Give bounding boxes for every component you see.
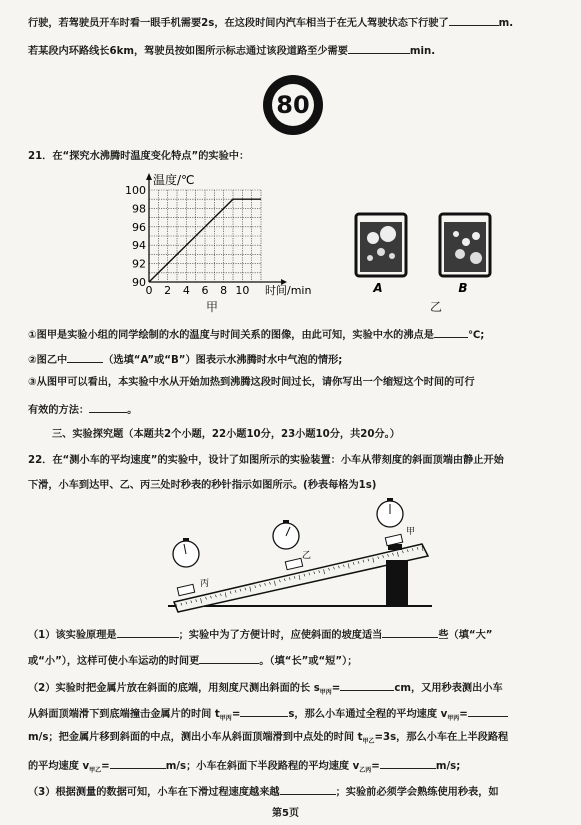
q21-item1: [28, 326, 484, 343]
text-segment: （2）实验时把金属片放在斜面的底端，用刻度尺测出斜面的长 s: [28, 683, 320, 694]
section-3-heading: 三、实验探究题（本题共2个小题，22小题10分，23小题10分，共20分。）: [52, 429, 400, 440]
text-segment: m/s；把金属片移到斜面的中点，测出小车从斜面顶端滑到中点处的时间 t: [28, 732, 363, 743]
y-axis-arrow: [146, 173, 152, 180]
q21-item2: [28, 351, 342, 368]
text-segment: 或“小”），这样可使小车运动的时间更: [28, 656, 200, 667]
text-line-1: [28, 14, 513, 31]
text-segment: m/s；小车在斜面下半段路程的平均速度 v: [165, 761, 360, 772]
subscript: 甲丙: [447, 715, 460, 723]
q21-item3: ③从图甲可以看出，本实验中水从开始加热到沸腾这段时间过长，请你写出一个缩短这个时间的可行: [28, 377, 475, 388]
y-tick-label: 96: [132, 220, 146, 234]
subscript: 甲丙: [219, 715, 232, 723]
subscript: 甲丙: [319, 689, 332, 697]
q22-part1-line1: [28, 626, 492, 643]
text-segment: m/s;: [435, 761, 461, 772]
answer-blank[interactable]: [382, 626, 438, 638]
text-segment: 。: [127, 405, 138, 416]
subscript: 甲乙: [89, 767, 102, 775]
y-tick-label: 92: [132, 257, 146, 271]
speed-limit-sign: [263, 75, 323, 135]
beaker-b: [440, 214, 490, 276]
figure-label-yi: 乙: [430, 300, 443, 314]
text-segment: 些（填“大”: [438, 630, 493, 641]
answer-blank[interactable]: [348, 42, 410, 54]
label-bing: 丙: [200, 579, 210, 589]
text-segment: cm，又用秒表测出小车: [394, 683, 503, 694]
label-jia: 甲: [406, 527, 416, 537]
beaker-label-b: B: [458, 281, 468, 295]
answer-blank[interactable]: [468, 705, 508, 717]
answer-blank[interactable]: [199, 652, 259, 664]
q22-part2-line1: [28, 679, 503, 700]
x-tick-label: 6: [201, 284, 209, 297]
cart-jia: [385, 534, 402, 545]
answer-blank[interactable]: [67, 351, 103, 363]
stopwatch-yi: [273, 520, 299, 549]
text-segment: 的平均速度 v: [28, 761, 90, 772]
stopwatch-jia: [377, 498, 403, 527]
q22-part2-line4: [28, 757, 460, 778]
y-tick-label: 94: [132, 239, 146, 253]
q22-intro-1: 22．在“测小车的平均速度”的实验中，设计了如图所示的实验装置：小车从带刻度的斜面顶端由静止开始: [28, 455, 504, 466]
text-segment: 行驶，若驾驶员开车时看一眼手机需要2s，在这段时间内汽车相当于在无人驾驶状态下行驶了: [28, 18, 449, 29]
text-segment: ；实验中为了方便计时，应使斜面的坡度适当: [178, 630, 383, 641]
answer-blank[interactable]: [110, 757, 166, 769]
text-segment: =: [101, 761, 110, 772]
answer-blank[interactable]: [380, 757, 436, 769]
q21-item3b: [28, 401, 137, 418]
answer-blank[interactable]: [117, 626, 179, 638]
text-segment: s，那么小车通过全程的平均速度 v: [288, 709, 448, 720]
text-segment: =: [331, 683, 341, 694]
cart-bing: [177, 584, 194, 595]
x-axis-label: 时间/min: [265, 284, 312, 297]
answer-blank[interactable]: [340, 679, 394, 691]
text-segment: ②图乙中: [28, 355, 68, 366]
subscript: 乙丙: [359, 767, 372, 775]
beaker-figures: [348, 208, 508, 308]
unit-text: m.: [498, 18, 514, 29]
figure-label-jia: 甲: [206, 300, 219, 314]
beaker-label-a: A: [373, 281, 383, 295]
text-segment: 有效的方法：: [28, 405, 90, 416]
q22-part1-line2: [28, 652, 357, 669]
x-tick-label: 8: [220, 284, 228, 297]
text-segment: ①图甲是实验小组的同学绘制的水的温度与时间关系的图像，由此可知，实验中水的沸点是: [28, 330, 434, 341]
answer-blank[interactable]: [449, 14, 499, 26]
temperature-time-chart: [125, 168, 335, 316]
q22-part2-line2: [28, 705, 508, 726]
text-segment: （选填“A”或“B”）图表示水沸腾时水中气泡的情形;: [103, 355, 343, 366]
q22-part2-line3: [28, 731, 508, 749]
answer-blank[interactable]: [434, 326, 468, 338]
label-yi: 乙: [302, 551, 312, 561]
x-tick-label: 2: [164, 284, 172, 297]
answer-blank[interactable]: [89, 401, 127, 413]
x-tick-label: 0: [145, 284, 153, 297]
text-segment: =: [371, 761, 380, 772]
stopwatch-bing: [173, 538, 199, 567]
x-tick-label: 10: [235, 284, 250, 297]
page-number: 第5页: [272, 808, 299, 819]
unit-text: min.: [409, 46, 436, 57]
q22-intro-2: 下滑，小车到达甲、乙、丙三处时秒表的秒针指示如图所示。(秒表每格为1s): [28, 480, 377, 491]
text-segment: 。（填“长”或“短”）；: [259, 656, 358, 667]
q21-title: 21．在“探究水沸腾时温度变化特点”的实验中：: [28, 151, 250, 162]
text-segment: 从斜面顶端滑下到底端撞击金属片的时间 t: [28, 709, 220, 720]
text-segment: =: [231, 709, 241, 720]
text-line-2: [28, 42, 435, 59]
y-tick-label: 98: [132, 202, 146, 216]
text-segment: =3s，那么小车在上半段路程: [374, 732, 509, 743]
text-segment: 若某段内环路线长6km，驾驶员按如图所示标志通过该段道路至少需要: [28, 46, 348, 57]
q22-part3-line1: [28, 783, 499, 800]
text-segment: ℃;: [467, 330, 485, 341]
text-segment: ；实验前必须学会熟练使用秒表，如: [335, 787, 499, 798]
answer-blank[interactable]: [240, 705, 288, 717]
support-block: [386, 560, 408, 606]
y-axis-label: 温度/℃: [153, 173, 195, 187]
cart-yi: [285, 558, 302, 569]
beaker-a: [356, 214, 406, 276]
incline-apparatus: [160, 496, 440, 616]
text-segment: =: [459, 709, 468, 720]
speed-limit-value: 80: [272, 84, 314, 126]
y-tick-label: 90: [132, 276, 146, 289]
x-tick-label: 4: [182, 284, 190, 297]
subscript: 甲乙: [362, 738, 375, 746]
text-segment: （3）根据测量的数据可知，小车在下滑过程速度越来越: [28, 787, 280, 798]
y-tick-label: 100: [125, 184, 146, 197]
answer-blank[interactable]: [280, 783, 336, 795]
text-segment: （1）该实验原理是: [28, 630, 117, 641]
